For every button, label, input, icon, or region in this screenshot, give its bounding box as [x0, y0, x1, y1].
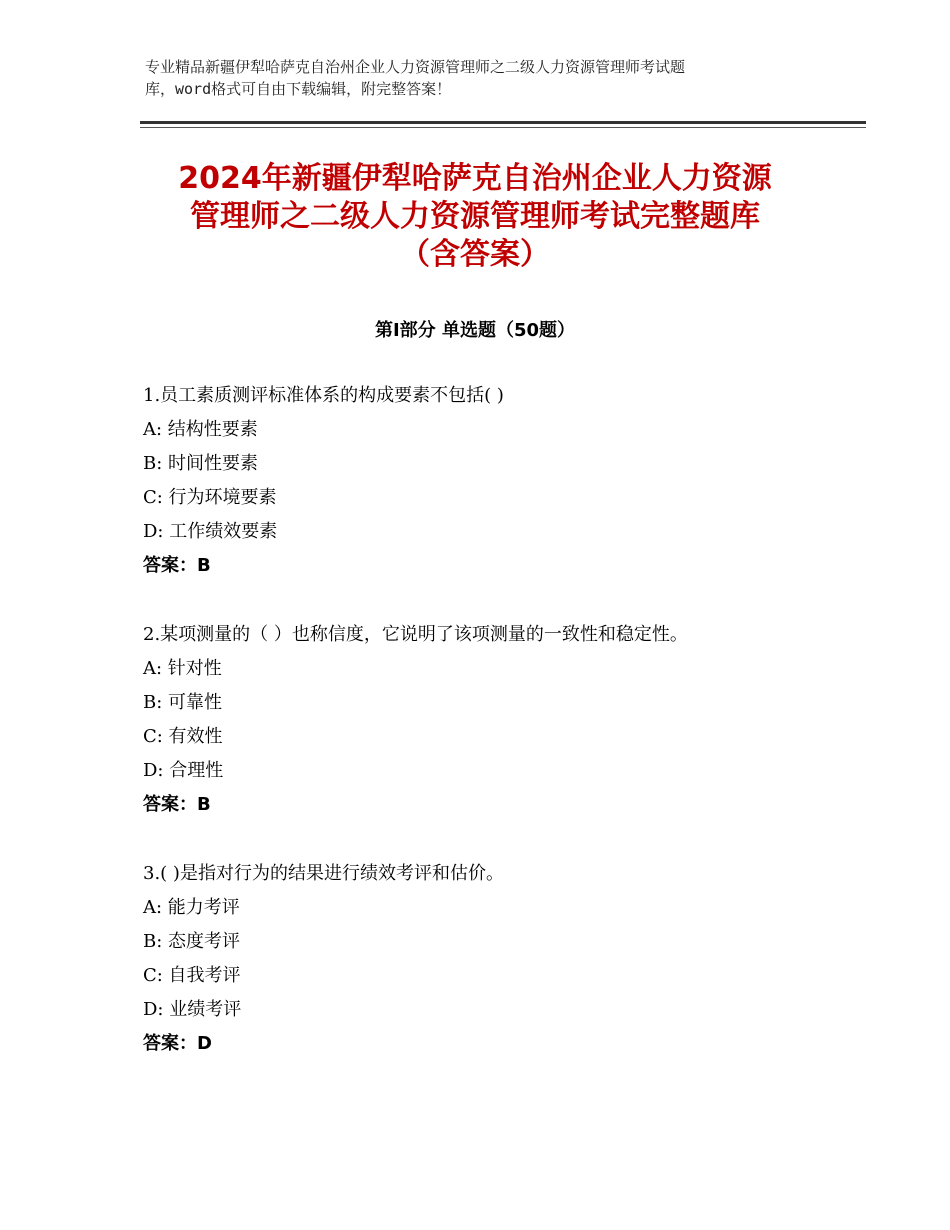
answer: 答案：D	[143, 1033, 212, 1054]
header-note-line-1: 专业精品新疆伊犁哈萨克自治州企业人力资源管理师之二级人力资源管理师考试题	[145, 58, 686, 76]
document-title-line-3: （含答案）	[400, 237, 550, 272]
option-a: A: 针对性	[143, 658, 222, 679]
question-text: 2.某项测量的（ ）也称信度，它说明了该项测量的一致性和稳定性。	[143, 624, 688, 645]
option-d: D: 工作绩效要素	[143, 521, 278, 542]
question-1	[143, 379, 863, 583]
header-rule-thick	[140, 121, 866, 124]
section-heading: 第Ⅰ部分 单选题（50题）	[374, 320, 575, 341]
document-title-line-2: 管理师之二级人力资源管理师考试完整题库	[190, 199, 760, 234]
question-2	[143, 618, 863, 822]
question-text: 1.员工素质测评标准体系的构成要素不包括( )	[143, 385, 504, 406]
answer: 答案：B	[143, 555, 211, 576]
document-title	[130, 160, 820, 274]
option-b: B: 可靠性	[143, 692, 223, 713]
option-a: A: 结构性要素	[143, 419, 258, 440]
option-b: B: 时间性要素	[143, 453, 259, 474]
question-text: 3.( )是指对行为的结果进行绩效考评和估价。	[143, 863, 504, 884]
option-a: A: 能力考评	[143, 897, 240, 918]
header-rule-thin	[140, 127, 866, 128]
option-c: C: 有效性	[143, 726, 223, 747]
question-3	[143, 857, 863, 1061]
header-note-line-2: 库，word格式可自由下载编辑，附完整答案！	[145, 80, 452, 98]
answer: 答案：B	[143, 794, 211, 815]
option-d: D: 合理性	[143, 760, 224, 781]
option-c: C: 自我考评	[143, 965, 241, 986]
option-b: B: 态度考评	[143, 931, 241, 952]
option-c: C: 行为环境要素	[143, 487, 277, 508]
header-note	[145, 56, 825, 100]
option-d: D: 业绩考评	[143, 999, 242, 1020]
document-title-line-1: 2024年新疆伊犁哈萨克自治州企业人力资源	[178, 161, 772, 196]
